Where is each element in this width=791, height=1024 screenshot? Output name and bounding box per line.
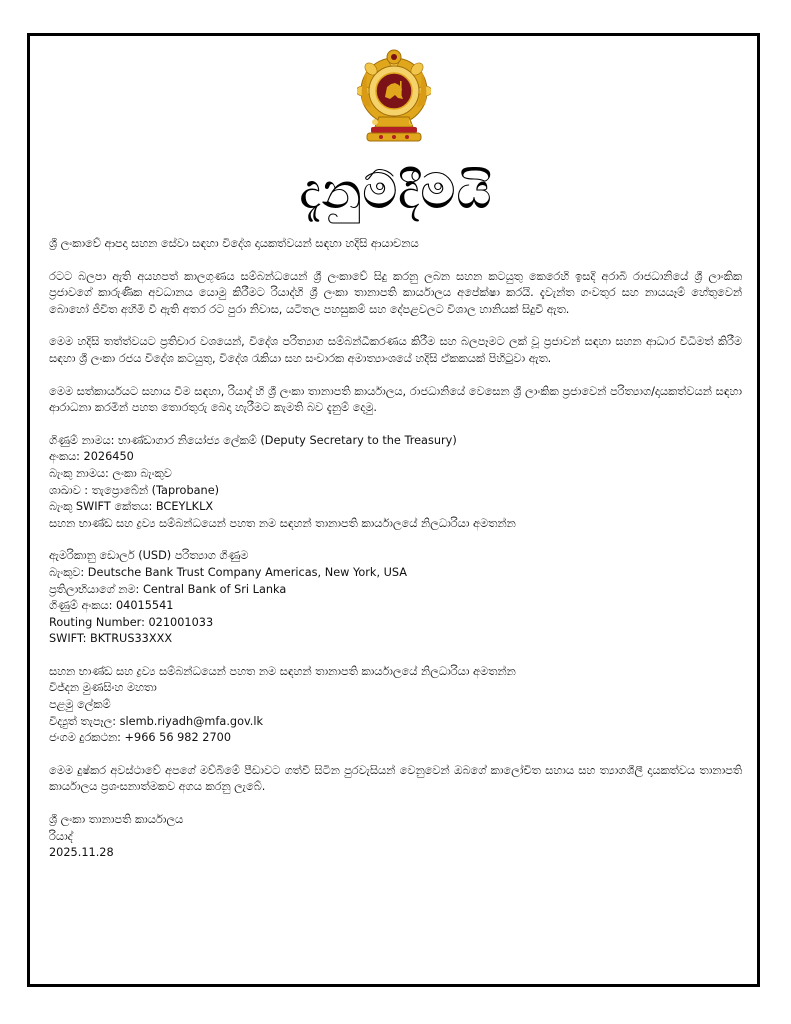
usd-bank-line: බැංකුව: Deutsche Bank Trust Company Americas, New York, USA — [49, 565, 408, 579]
bank-name-line: බැංකු නාමය: ලංකා බැංකුව — [49, 466, 172, 480]
swift-code-line: බැංකු SWIFT කේතය: BCEYLKLX — [49, 500, 214, 514]
usd-account-title: ඇමරිකානු ඩොලර් (USD) පරිත්‍යාග ගිණුම — [49, 549, 249, 563]
paragraph-response-unit: මෙම හදිසි තත්ත්වයට ප්‍රතිචාර වශයෙන්, විදේශ පරිත්‍යාග සම්බන්ධීකරණය කිරීම සහ බලපෑමට ලක් වූ ප්‍රජාවන් සඳහා සහන ආධාර විධිමත් කිරීම සඳහා ශ්‍රී ලංකා රජය විදේශ කටයුතු, විදේශ රැකියා සහ සංචාරක අමාත්‍යාංශයේ හදිසි ඒකකයක් පිහිටුවා ඇත. — [49, 335, 742, 365]
paragraph-invitation: මෙම සත්කාර්යයට සහාය වීම සඳහා, රියාද් හි ශ්‍රී ලංකා තානාපති කාර්යාලය, රාජධානියේ වෙසෙන ශ්‍රී ලාංකික ප්‍රජාවෙන් පරිත්‍යාග/දායකත්වයන් සඳහා ආරාධනා කරමින් පහත තොරතුරු බෙදා හැරීමට කැමති බව දැනුම් දෙමු. — [49, 384, 742, 415]
notice-heading: දැනුම්දීමයි — [299, 162, 492, 220]
beneficiary-line: ප්‍රතිලාභියාගේ නම: Central Bank of Sri Lanka — [49, 582, 287, 596]
signature-city: රියාද් — [49, 829, 73, 843]
paragraph-situation: රටට බලපා ඇති අයහපත් කාලගුණය සම්බන්ධයෙන් ශ්‍රී ලංකාවේ සිදු කරනු ලබන සහන කටයුතු කෙරෙහි ඉසදි අරාබි රාජධානියේ ශ්‍රී ලාංකික ප්‍රජාවගේ කාරුණික අවධානය යොමු කිරීමට රියාද්හි ශ්‍රී ලංකා තානාපති කාර්යාලය අපේක්ෂා කරයි. දැවැන්ත ගංවතුර සහ නායයෑම් හේතුවෙන් බොහෝ ජීවිත අහිමි වී ඇති අතර රට පුරා නිවාස, යටිතල පහසුකම් සහ දේපළවලට විශාල හානියක් සිදුවී ඇත. — [49, 269, 742, 316]
notice-body — [49, 236, 742, 878]
usd-account-details — [49, 548, 742, 648]
relief-goods-contact-note: සහන භාණ්ඩ සහ ද්‍රව්‍ය සම්බන්ධයෙන් පහත නම සඳහන් තානාපති කාර්යාලයේ නිලධාරියා අමතන්න — [49, 516, 516, 530]
routing-number-line: Routing Number: 021001033 — [49, 615, 214, 629]
national-emblem-icon — [357, 47, 431, 147]
signature-date: 2025.11.28 — [49, 846, 114, 860]
branch-line: ශාඛාව : තැප්‍රොබේන් (Taprobane) — [49, 483, 220, 497]
signature-block — [49, 812, 742, 862]
account-number-line: අංකය: 2026450 — [49, 450, 134, 464]
signature-office: ශ්‍රී ලංකා තානාපති කාර්යාලය — [49, 813, 184, 827]
contact-note: සහන භාණ්ඩ සහ ද්‍රව්‍ය සම්බන්ධයෙන් පහත නම සඳහන් තානාපති කාර්යාලයේ නිලධාරියා අමතන්න — [49, 664, 516, 678]
lkr-account-details — [49, 433, 742, 533]
notice-subject: ශ්‍රී ලංකාවේ ආපදා සහන සේවා සඳහා විදේශ දායකත්වයන් සඳහා හදිසි ආයාචනය — [49, 237, 419, 250]
officer-title: පළමු ලේකම් — [49, 698, 111, 712]
usd-account-number-line: ගිණුම් අංකය: 04015541 — [49, 599, 174, 613]
usd-swift-line: SWIFT: BKTRUS33XXX — [49, 632, 173, 646]
officer-name: විජ්දන මුණසිංහ මහතා — [49, 681, 157, 695]
officer-email: විද්‍යුත් තැපෑල: slemb.riyadh@mfa.gov.lk — [49, 714, 264, 728]
account-name-line: ගිණුම් නාමය: භාණ්ඩාගාර නියෝජ්‍ය ලේකම් (Deputy Secretary to the Treasury) — [49, 433, 457, 447]
officer-mobile: ජංගම දුරකථන: +966 56 982 2700 — [49, 731, 232, 745]
contact-details — [49, 664, 742, 747]
closing-paragraph: මෙම දුෂ්කර අවස්ථාවේ අපගේ මව්බිමේ පීඩාවට ගත්වී සිටින පුරවැසියන් වෙනුවෙන් ඔබගේ කාලෝචිත සහාය සහ ත්‍යාගශීලී දායකත්වය තානාපති කාර්යාලය ප්‍රශංසනාත්මකව අගය කරනු ලැබේ. — [49, 763, 742, 794]
